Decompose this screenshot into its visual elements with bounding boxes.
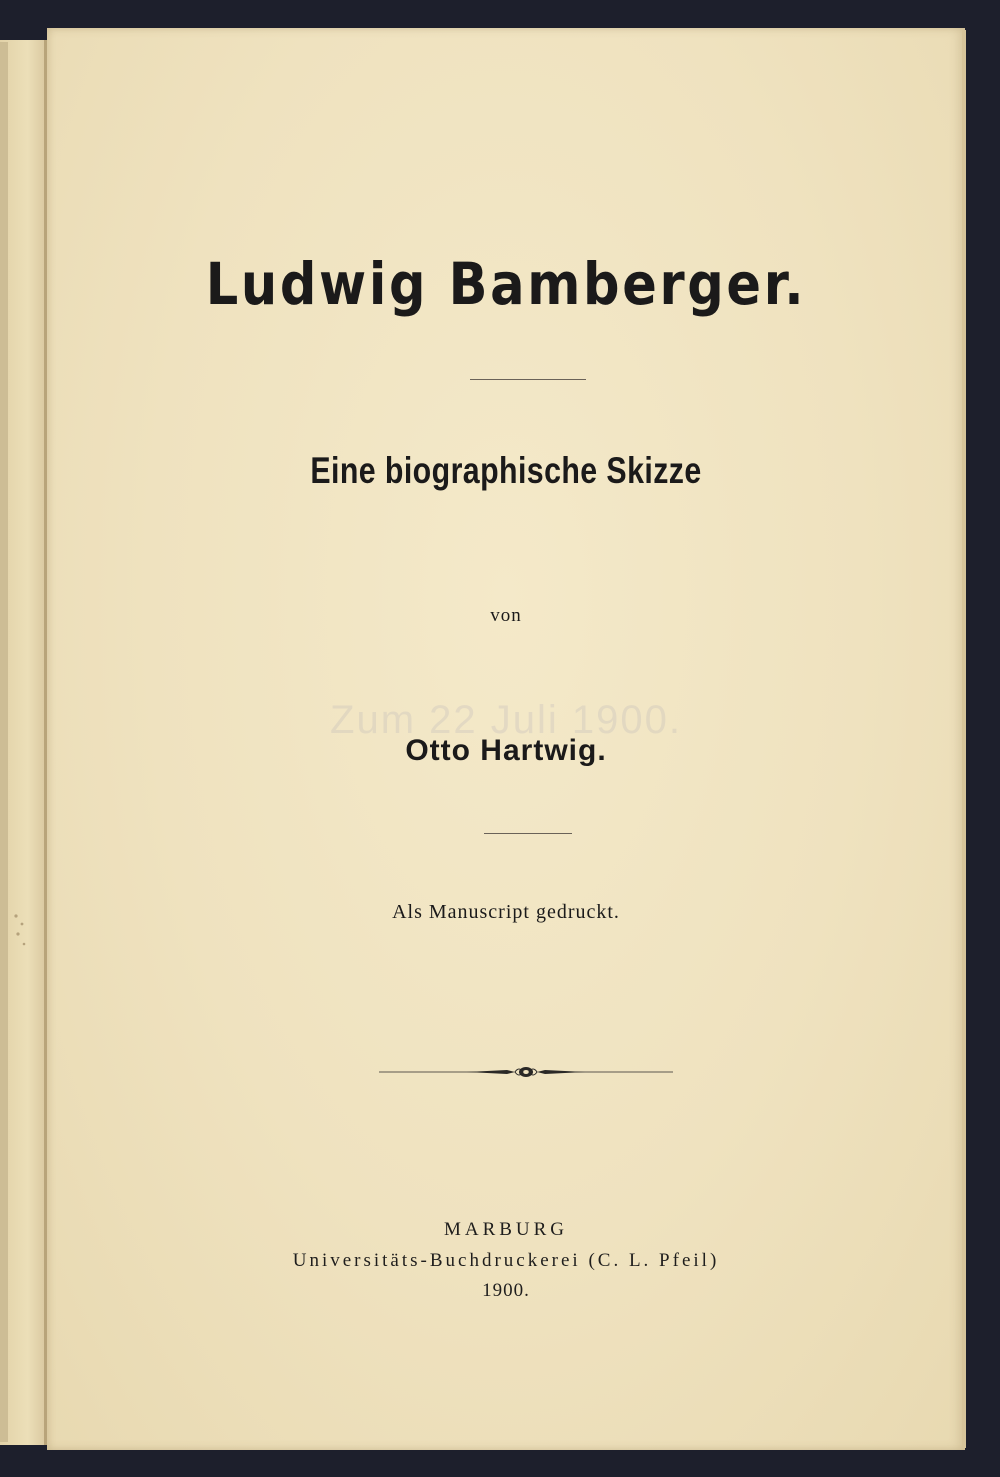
book-title: Ludwig Bamberger. [205,250,807,318]
book-subtitle: Eine biographische Skizze [310,450,702,491]
author-rule [484,833,572,834]
facing-page-margin [0,42,8,1442]
title-page [47,28,965,1450]
imprint-year: 1900. [482,1280,530,1301]
imprint-printer: Universitäts-Buchdruckerei (C. L. Pfeil) [292,1250,720,1271]
title-rule [470,379,586,380]
by-line: von [490,605,522,626]
imprint-city: MARBURG [443,1219,569,1240]
faint-stamp-text: Zum 22 Juli 1900. [330,698,682,742]
ornament-divider-icon [379,1062,673,1082]
publication-note: Als Manuscript gedruckt. [392,901,620,923]
page-right-edge [962,30,966,1448]
author-name: Otto Hartwig. [405,734,607,767]
